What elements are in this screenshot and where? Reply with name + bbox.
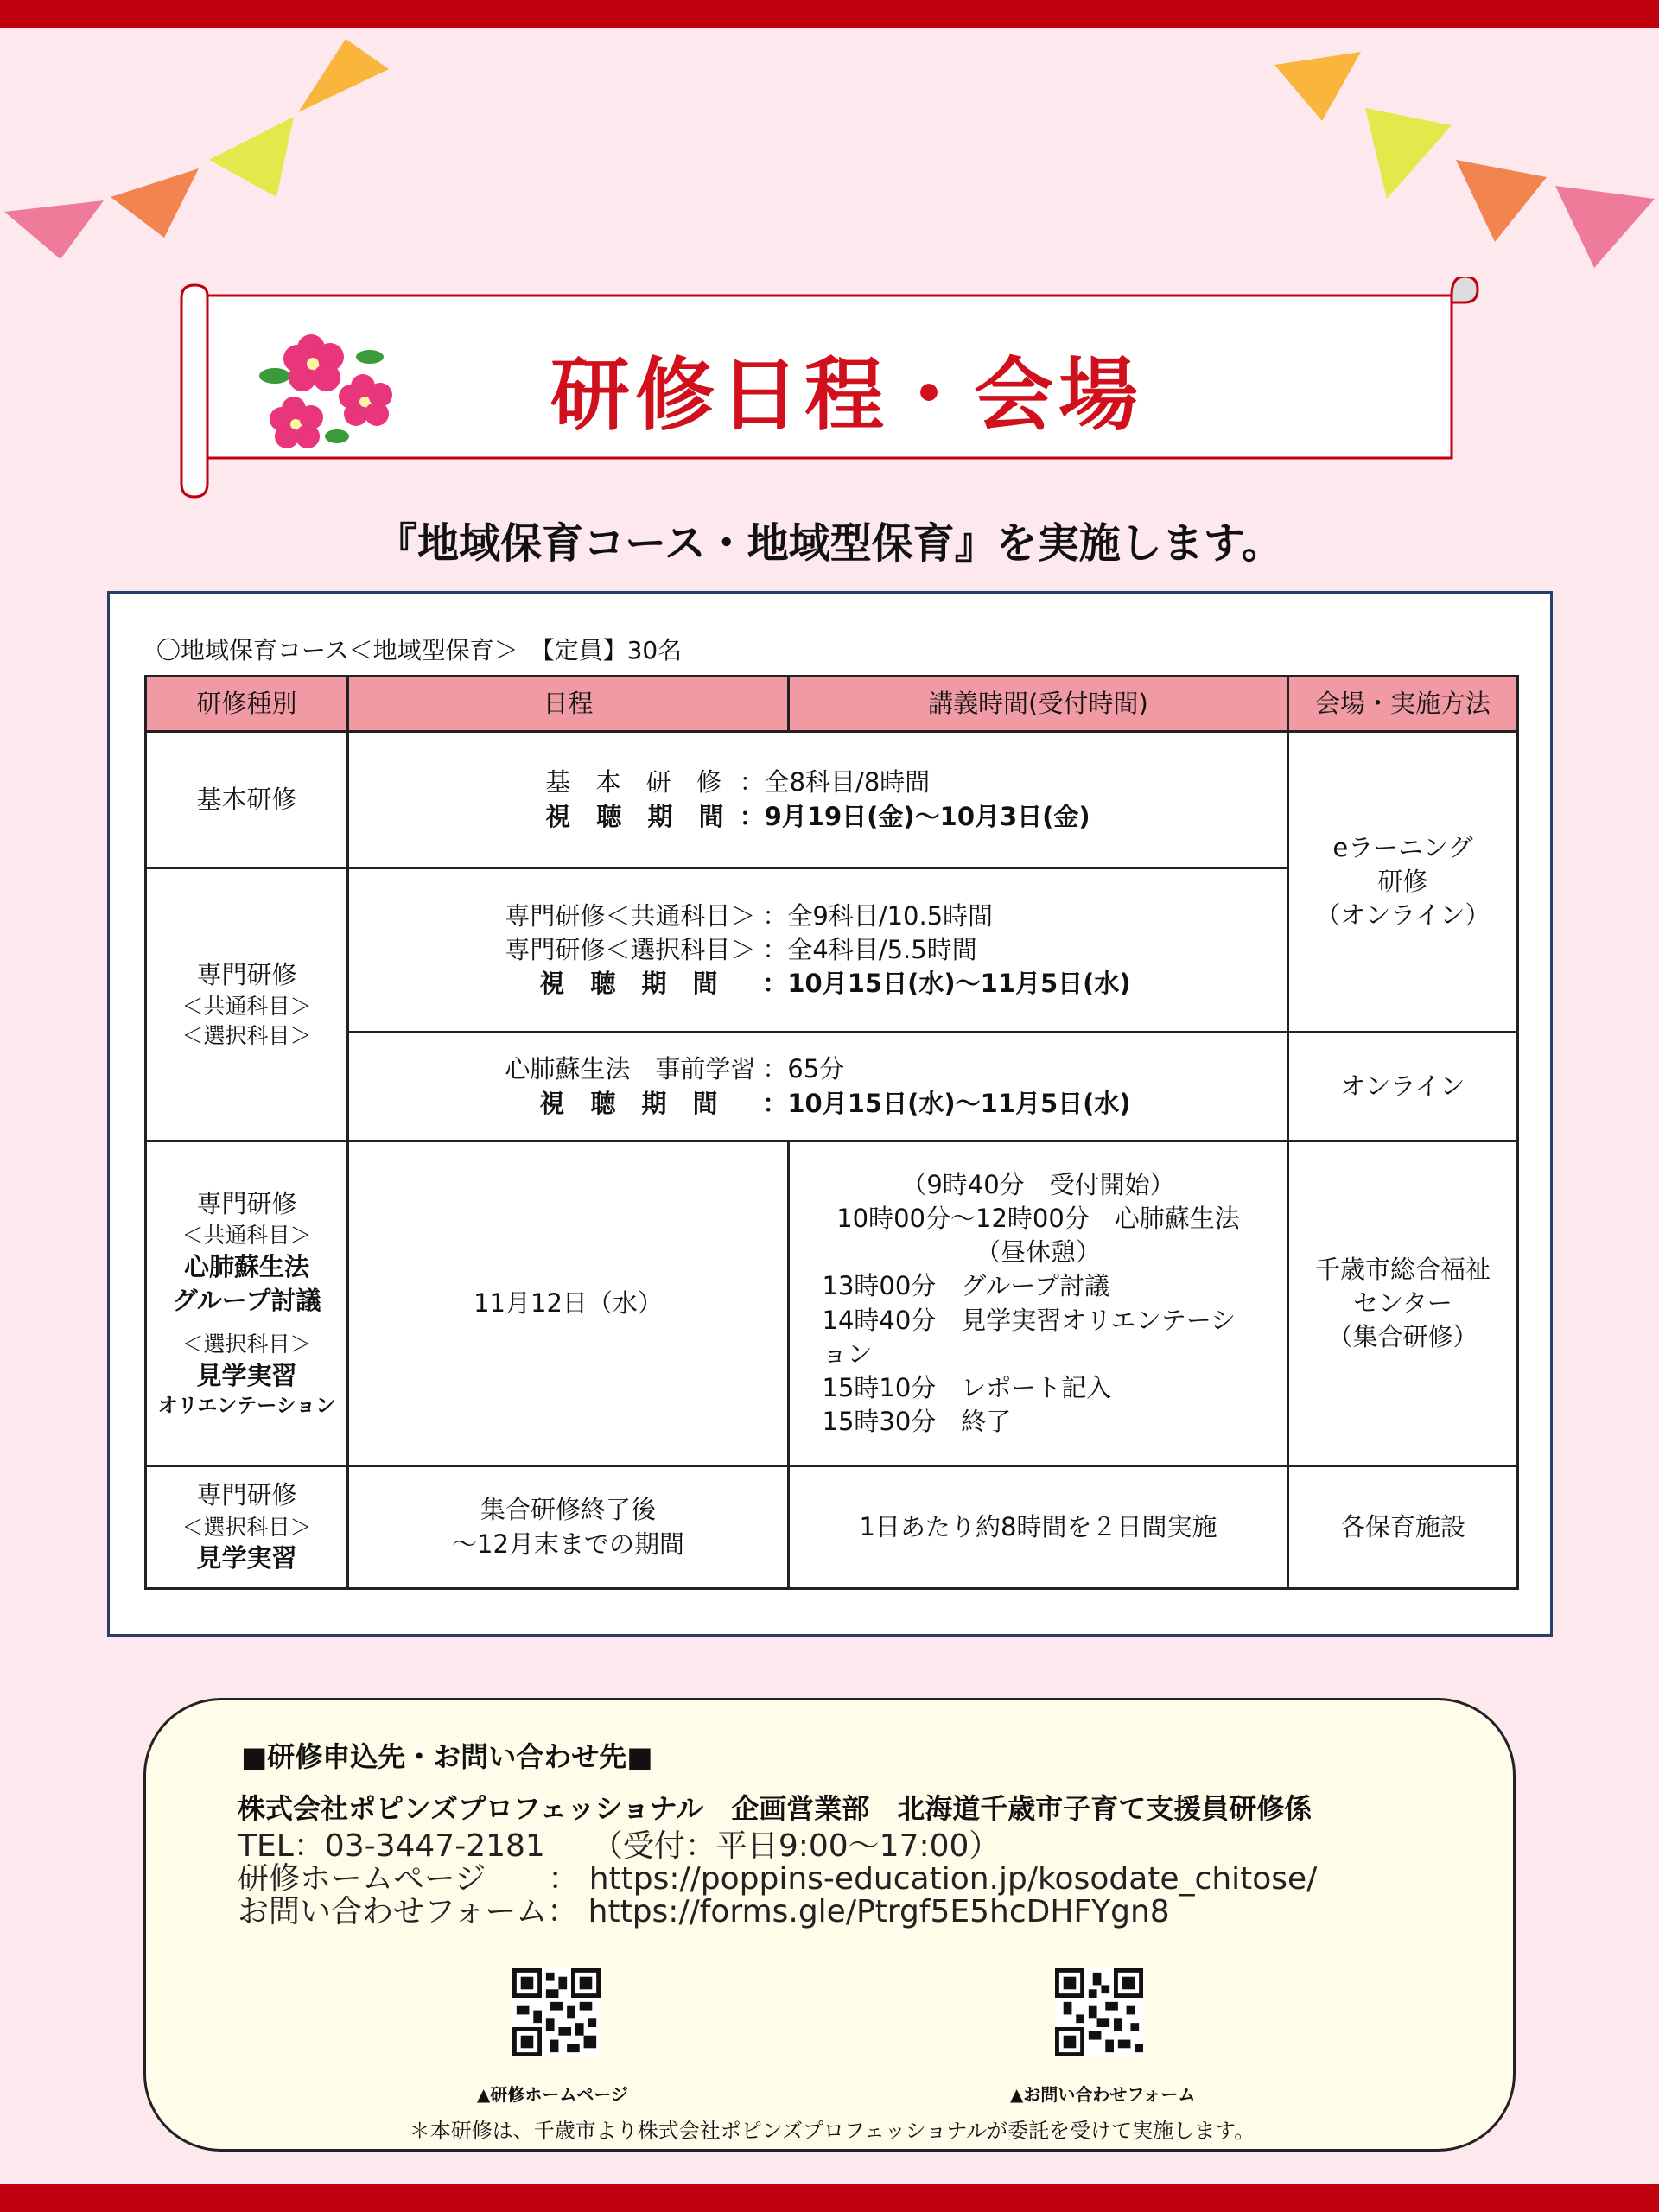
type-practice: [146, 1466, 348, 1589]
title-banner: [173, 276, 1486, 501]
basic-period-value: ：9月19日(金)～10月3日(金): [739, 801, 1090, 831]
specialized-schedule: [348, 868, 1288, 1033]
venue-line: 千歳市総合福祉: [1314, 1254, 1491, 1284]
contact-company: 株式会社ポピンズプロフェッショナル 企画営業部 北海道千歳市子育て支援員研修係: [238, 1792, 1313, 1825]
qr-homepage-label: ▲研修ホームページ: [477, 2084, 628, 2105]
table-header-row: [146, 677, 1518, 732]
time-line: （昼休憩）: [975, 1237, 1101, 1268]
group-times: [789, 1141, 1288, 1466]
cpr-schedule: [348, 1033, 1288, 1141]
date-line: 集合研修終了後: [480, 1495, 656, 1525]
table-row: [146, 1466, 1518, 1589]
qr-form-label: ▲お問い合わせフォーム: [1010, 2084, 1196, 2105]
time-line: 13時00分 グループ討議: [822, 1271, 1109, 1301]
date-line: ～12月末までの期間: [452, 1529, 684, 1559]
homepage-link[interactable]: https://poppins-education.jp/kosodate_chitose/: [588, 1861, 1318, 1897]
table-row: [146, 732, 1518, 868]
qr-code-homepage-icon[interactable]: [512, 1968, 601, 2056]
cpr-period-label: 視 聴 期 間: [539, 1088, 727, 1118]
course-info: 〇地域保育コース＜地域型保育＞ 【定員】30名: [156, 636, 683, 664]
footer-note: ＊本研修は、千歳市より株式会社ポピンズプロフェッショナルが委託を受けて実施します。: [409, 2119, 1255, 2143]
venue-online: オンライン: [1288, 1033, 1518, 1141]
specialized-label: 専門研修＜共通科目＞: [505, 900, 756, 931]
cpr-value: ：65分: [762, 1054, 845, 1084]
venue-line: （集合研修）: [1327, 1322, 1478, 1352]
table-row: [146, 1141, 1518, 1466]
form-label: お問い合わせフォーム：: [238, 1894, 579, 1929]
basic-schedule: [348, 732, 1288, 868]
specialized-period-value: ：10月15日(水)～11月5日(水): [762, 969, 1131, 999]
specialized-period-label: 視 聴 期 間: [539, 969, 727, 999]
venue-line: 研修: [1377, 866, 1428, 896]
bunting-decoration: [0, 0, 1659, 285]
type-bold: 見学実習: [196, 1360, 297, 1390]
type-main: 専門研修: [196, 1480, 297, 1510]
bottom-bar: [0, 2184, 1659, 2212]
type-sub: ＜共通科目＞: [181, 1223, 312, 1249]
group-date: 11月12日（水）: [348, 1141, 789, 1466]
practice-date: [348, 1466, 789, 1589]
time-line: 10時00分～12時00分 心肺蘇生法: [836, 1204, 1240, 1234]
basic-value: ：全8科目/8時間: [739, 767, 931, 798]
type-sub: ＜選択科目＞: [181, 1023, 312, 1049]
schedule-table: [144, 675, 1519, 1590]
specialized-label: 専門研修＜選択科目＞: [505, 934, 756, 964]
page-title: 研修日程・会場: [550, 349, 1143, 442]
schedule-panel: [107, 591, 1553, 1637]
type-specialized: [146, 868, 348, 1141]
type-bold: オリエンテーション: [157, 1395, 336, 1417]
contact-details: [238, 1830, 1317, 1929]
type-bold: グループ討議: [172, 1285, 321, 1315]
flag-icon: [4, 39, 1655, 268]
practice-time: 1日あたり約8時間を２日間実施: [789, 1466, 1288, 1589]
qr-code-form-icon[interactable]: [1055, 1968, 1143, 2056]
table-row: [146, 1033, 1518, 1141]
type-basic: 基本研修: [146, 732, 348, 868]
venue-line: （オンライン）: [1315, 900, 1491, 931]
homepage-label: 研修ホームページ ：: [238, 1861, 580, 1897]
header-cell: 日程: [348, 677, 789, 732]
contact-heading: ■研修申込先・お問い合わせ先■: [241, 1740, 653, 1773]
header-cell: 講義時間(受付時間): [789, 677, 1288, 732]
time-line: 15時30分 終了: [822, 1406, 1012, 1436]
specialized-value: ：全9科目/10.5時間: [762, 900, 994, 931]
venue-welfare-center: [1288, 1141, 1518, 1466]
type-bold: 心肺蘇生法: [183, 1251, 309, 1281]
subtitle: 『地域保育コース・地域型保育』を実施します。: [376, 519, 1283, 568]
type-bold: 見学実習: [196, 1543, 297, 1573]
type-sub: ＜選択科目＞: [181, 1514, 312, 1540]
type-main: 専門研修: [196, 1188, 297, 1218]
basic-label: 基 本 研 修: [545, 767, 730, 798]
type-sub: ＜選択科目＞: [181, 1332, 312, 1357]
header-cell: 研修種別: [146, 677, 348, 732]
venue-line: eラーニング: [1332, 832, 1473, 862]
cpr-period-value: ：10月15日(水)～11月5日(水): [762, 1088, 1131, 1118]
form-link[interactable]: https://forms.gle/Ptrgf5E5hcDHFYgn8: [588, 1894, 1170, 1929]
type-main: 専門研修: [196, 960, 297, 990]
type-group: [146, 1141, 348, 1466]
time-line: 14時40分 見学実習オリエンテーション: [822, 1305, 1236, 1369]
venue-elearning: [1288, 732, 1518, 1033]
contact-box: [143, 1698, 1516, 2152]
venue-nursery: 各保育施設: [1288, 1466, 1518, 1589]
venue-line: センター: [1353, 1287, 1452, 1318]
basic-period-label: 視 聴 期 間: [545, 801, 733, 831]
contact-tel: TEL：03-3447-2181 （受付：平日9:00～17:00）: [238, 1828, 1001, 1864]
specialized-value: ：全4科目/5.5時間: [762, 934, 977, 964]
time-line: 15時10分 レポート記入: [822, 1372, 1112, 1402]
type-sub: ＜共通科目＞: [181, 994, 312, 1020]
cpr-label: 心肺蘇生法 事前学習: [505, 1054, 756, 1084]
time-line: （9時40分 受付開始）: [901, 1169, 1175, 1199]
header-cell: 会場・実施方法: [1288, 677, 1518, 732]
